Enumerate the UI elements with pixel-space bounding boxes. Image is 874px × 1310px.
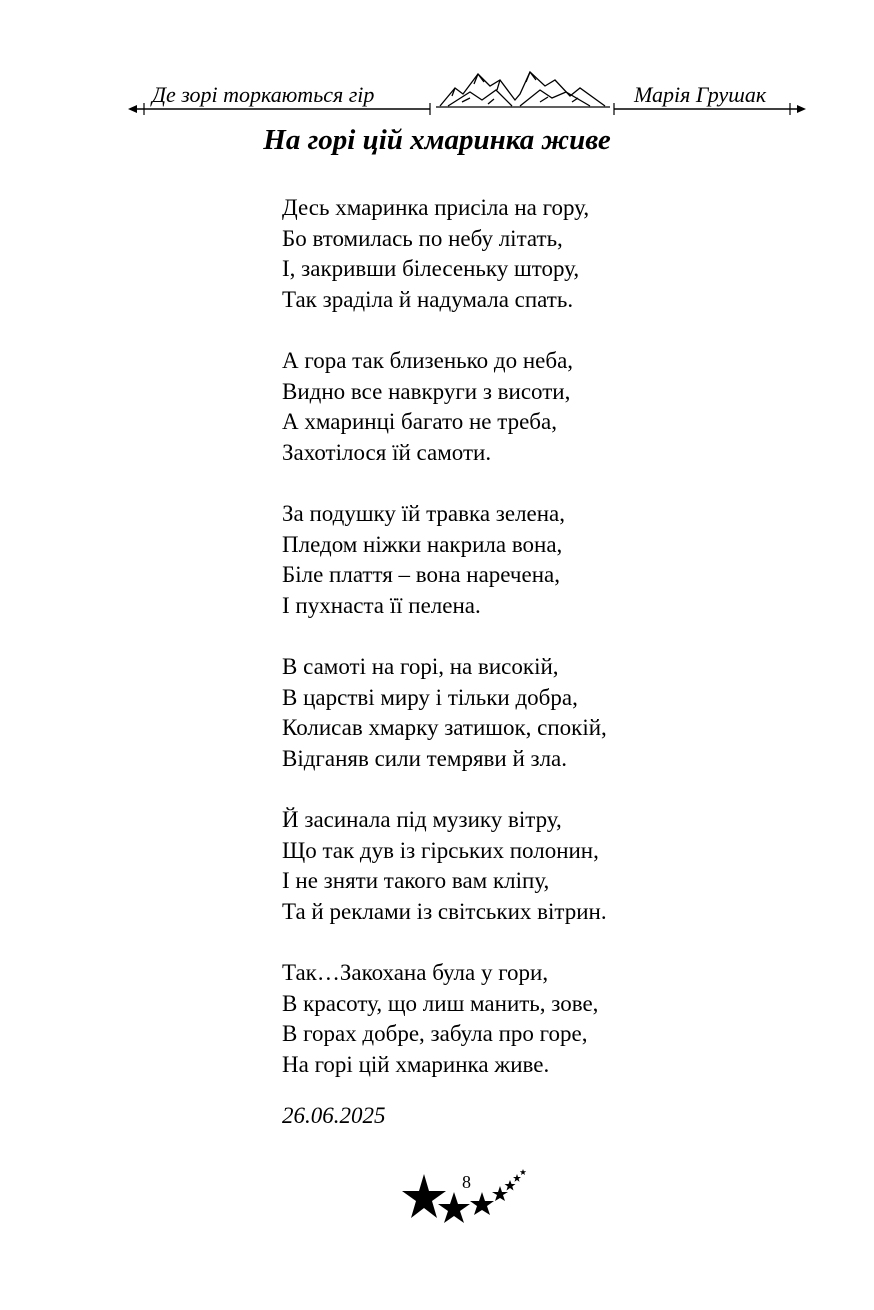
poem-line: Так зраділа й надумала спать. bbox=[282, 286, 574, 312]
star-tiny bbox=[520, 1169, 526, 1175]
stanza bbox=[282, 346, 607, 468]
poem-line: Й засинала під музику вітру, bbox=[282, 807, 562, 832]
star-large bbox=[402, 1174, 446, 1218]
poem-line: І пухнаста її пелена. bbox=[282, 592, 481, 618]
poem-line: Що так дув із гірських полонин, bbox=[282, 837, 599, 863]
poem-date: 26.06.2025 bbox=[282, 1103, 386, 1128]
poem-line: Біле плаття – вона наречена, bbox=[282, 562, 560, 587]
poem-line: Десь хмаринка присіла на гору, bbox=[282, 195, 590, 220]
poem-line: Бо втомилась по небу літать, bbox=[282, 225, 563, 251]
stanza bbox=[282, 652, 607, 774]
star-small bbox=[470, 1192, 494, 1215]
poem-line: І, закривши білесеньку штору, bbox=[282, 256, 580, 281]
book-title: Де зорі торкаються гір bbox=[152, 82, 375, 107]
poem-title: На горі цій хмаринка живе bbox=[263, 124, 611, 156]
poem-line: І не зняти такого вам кліпу, bbox=[282, 868, 550, 893]
stanza bbox=[282, 805, 607, 927]
stanza bbox=[282, 958, 607, 1080]
star-tiny bbox=[513, 1174, 521, 1182]
page-number: 8 bbox=[462, 1172, 471, 1192]
poem-line: В царстві миру і тільки добра, bbox=[282, 684, 578, 710]
poem-line: А хмаринці багато не треба, bbox=[282, 409, 557, 434]
poem-line: Так…Закохана була у гори, bbox=[282, 960, 549, 985]
poem-line: В красоту, що лиш манить, зове, bbox=[282, 990, 599, 1016]
poem-line: В горах добре, забула про горе, bbox=[282, 1021, 588, 1046]
star-tiny bbox=[492, 1186, 508, 1201]
poem-line: А гора так близенько до неба, bbox=[282, 348, 574, 373]
poem-line: Видно все навкруги з висоти, bbox=[282, 378, 571, 404]
poem-line: Та й реклами із світських вітрин. bbox=[282, 898, 607, 924]
page-header bbox=[0, 66, 874, 116]
stanza bbox=[282, 193, 607, 315]
poem-line: Пледом ніжки накрила вона, bbox=[282, 531, 563, 557]
poem-line: Захотілося їй самоти. bbox=[282, 439, 492, 465]
stanza bbox=[282, 499, 607, 621]
star-tiny bbox=[505, 1180, 516, 1191]
poem-line: В самоті на горі, на високій, bbox=[282, 654, 559, 679]
poem-line: Колисав хмарку затишок, спокій, bbox=[282, 715, 607, 740]
star-medium bbox=[438, 1192, 470, 1223]
poem-line: За подушку їй травка зелена, bbox=[282, 501, 566, 526]
mountains-icon bbox=[436, 72, 610, 107]
poem-body bbox=[282, 193, 607, 1111]
poem-line: Відганяв сили темряви й зла. bbox=[282, 745, 568, 771]
poem-line: На горі цій хмаринка живе. bbox=[282, 1051, 550, 1077]
author-name: Марія Грушак bbox=[634, 82, 767, 107]
